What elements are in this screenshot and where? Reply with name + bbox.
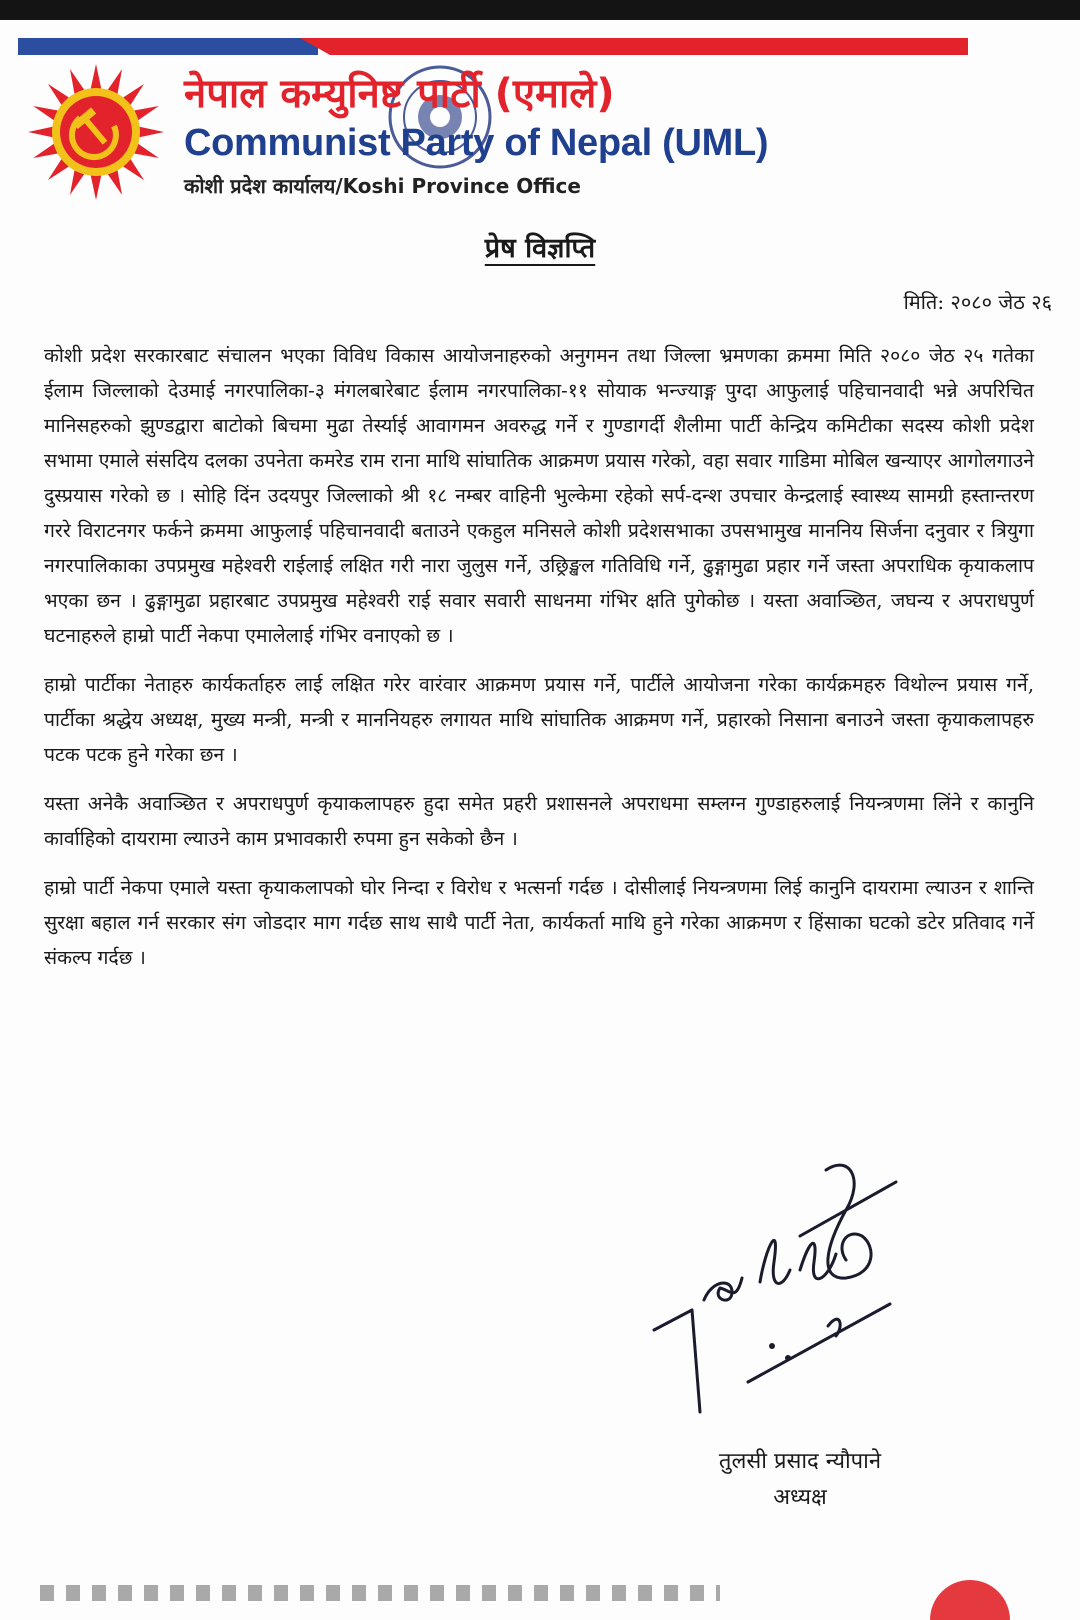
document-date: मिति: २०८० जेठ २६	[903, 290, 1052, 314]
paragraph-1: कोशी प्रदेश सरकारबाट संचालन भएका विविध विकास आयोजनाहरुको अनुगमन तथा जिल्ला भ्रमणका क्रममा मिति २०८० जेठ २५ गतेका ईलाम जिल्लाको देउमाई नगरपालिका-३ मंगलबारेबाट ईलाम नगरपालिका-११ सोयाक भन्ज्याङ्ग पुग्दा आफुलाई पहिचानवादी भन्ने अपरिचित मानिसहरुको झुण्डद्वारा बाटोको बिचमा मुढा तेर्स्याई आवागमन अवरुद्ध गर्ने र गुण्डागर्दी शैलीमा पार्टी केन्द्रिय कमिटीका सदस्य कोशी प्रदेश सभामा एमाले संसदिय दलका उपनेता कमरेड राम राना माथि सांघातिक आक्रमण प्रयास गरेको, वहा सवार गाडिमा मोबिल खन्याएर आगोलगाउने दुस्प्रयास गरेको छ । सोहि दिंन उदयपुर जिल्लाको श्री १८ नम्बर वाहिनी भुल्केमा रहेको सर्प-दन्श उपचार केन्द्रलाई स्वास्थ्य सामग्री हस्तान्तरण गररे विराटनगर फर्कने क्रममा आफुलाई पहिचानवादी बताउने एकहुल मनिसले कोशी प्रदेशसभाका उपसभामुख माननिय सिर्जना दनुवार र त्रियुगा नगरपालिकाका उपप्रमुख महेश्वरी राईलाई लक्षित गरी नारा जुलुस गर्ने, उछ्रिङ्खल गतिविधि गर्ने, ढुङ्गामुढा प्रहार गर्ने जस्ता अपराधिक कृयाकलाप भएका छन । ढुङ्गामुढा प्रहारबाट उपप्रमुख महेश्वरी राई सवार सवारी साधनमा गंभिर क्षति पुगेकोछ । यस्ता अवाञ्छित, जघन्य र अपराधपुर्ण घटनाहरुले हाम्रो पार्टी नेकपा एमालेलाई गंभिर वनाएको छ ।	[44, 344, 1034, 647]
signatory-title: अध्यक्ष	[773, 1485, 827, 1510]
document-heading	[0, 228, 1080, 265]
heading-text: प्रेष विज्ञप्ति	[484, 233, 596, 264]
handwritten-signature-icon	[650, 1150, 900, 1420]
party-name-nepali: नेपाल कम्युनिष्ट पार्टी (एमाले)	[184, 71, 615, 117]
signatory-block	[630, 1444, 970, 1516]
cut-off-footer-emblem	[930, 1580, 1010, 1620]
cut-off-footer-text	[40, 1585, 720, 1601]
office-name: कोशी प्रदेश कार्यालय/Koshi Province Office	[184, 174, 581, 198]
paragraph-3: यस्ता अनेकै अवाञ्छित र अपराधपुर्ण कृयाकलापहरु हुदा समेत प्रहरी प्रशासनले अपराधमा सम्लग्न गुण्डाहरुलाई नियन्त्रणमा लिंने र कानुनि कार्वाहिको दायरामा ल्याउने काम प्रभावकारी रुपमा हुन सकेको छैन ।	[44, 792, 1034, 850]
signatory-name: तुलसी प्रसाद न्यौपाने	[718, 1449, 882, 1474]
sun-hammer-sickle-emblem-icon	[26, 62, 166, 202]
letterhead-stripe-red	[300, 38, 968, 55]
party-name-english: Communist Party of Nepal (UML)	[184, 122, 769, 164]
letterhead-stripe-blue	[18, 38, 318, 55]
paragraph-4: हाम्रो पार्टी नेकपा एमाले यस्ता कृयाकलापको घोर निन्दा र विरोध र भत्सर्ना गर्दछ । दोसीलाई नियन्त्रणमा लिई कानुनि दायरामा ल्याउन र शान्ति सुरक्षा बहाल गर्न सरकार संग जोडदार माग गर्दछ साथ साथै पार्टी नेता, कार्यकर्ता माथि हुने गरेका आक्रमण र हिंसाका घटको डटेर प्रतिवाद गर्ने संकल्प गर्दछ ।	[44, 876, 1034, 969]
paragraph-2: हाम्रो पार्टीका नेताहरु कार्यकर्ताहरु लाई लक्षित गरेर वारंवार आक्रमण प्रयास गर्ने, पार्टीले आयोजना गरेका कार्यक्रमहरु विथोल्न प्रयास गर्ने, पार्टीका श्रद्धेय अध्यक्ष, मुख्य मन्त्री, मन्त्री र माननियहरु लगायत माथि सांघातिक आक्रमण गर्ने, प्रहारको निसाना बनाउने जस्ता कृयाकलापहरु पटक पटक हुने गरेका छन ।	[44, 673, 1034, 766]
press-release-body	[44, 338, 1034, 989]
top-black-bar	[0, 0, 1080, 20]
